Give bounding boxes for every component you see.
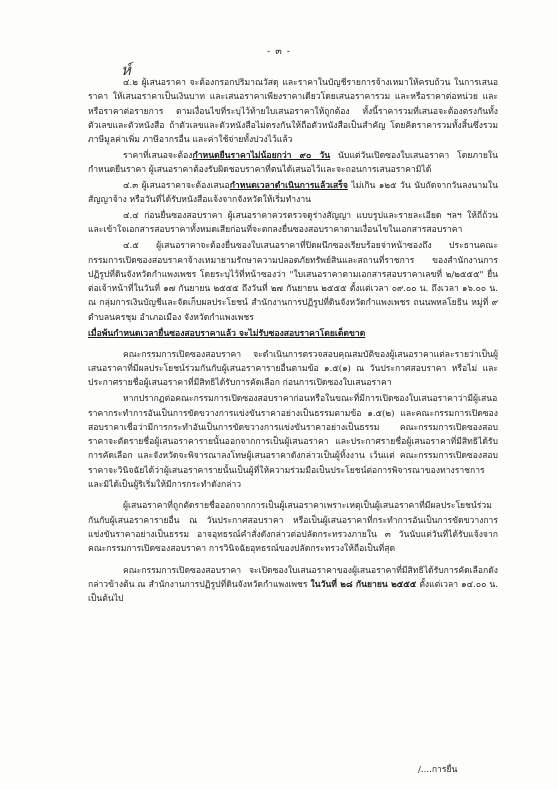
price-validity-lead: ราคาที่เสนอจะต้อง bbox=[123, 150, 193, 161]
bid-opening-rest: ตั้งแต่เวลา ๑๔.๐๐ น. เป็นต้นไป bbox=[88, 579, 498, 605]
completion-deadline: กำหนดเวลาดำเนินการแล้วเสร็จ bbox=[229, 181, 348, 192]
paragraph-bid-opening bbox=[88, 564, 498, 607]
paragraph-4-3 bbox=[88, 179, 498, 208]
paragraph-committee-check: คณะกรรมการเปิดซองสอบราคา จะดำเนินการตรวจสอบคุณสมบัติของผู้เสนอราคาแต่ละรายว่าเป็นผู้เสนอราคาที่มีผลประโยชน์ร่วมกันกับผู้เสนอราคารายอื่นตามข้อ ๑.๕(๑) ณ วันประกาศสอบราคา หรือไม่ และประกาศรายชื่อผู้เสนอราคาที่มีสิทธิได้รับการคัดเลือก ก่อนการเปิดซองใบเสนอราคา bbox=[88, 349, 498, 389]
paragraph-4-2-text: ๔.๒ ผู้เสนอราคา จะต้องกรอกปริมาณวัสดุ และราคาในบัญชีรายการจ้างเหมาให้ครบถ้วน ในการเสนอราคา ให้เสนอราคาเป็นเงินบาท และเสนอราคาเพียงราคาเดียวโดยเสนอราคารวม และหรือราคาต่อหน่วย และหรือราคาต่อรายการ ตามเงื่อนไขที่ระบุไว้ท้ายใบเสนอราคาให้ถูกต้อง ทั้งนี้ราคารวมที่เสนอจะต้องตรงกันทั้งตัวเลขและตัวหนังสือ ถ้าตัวเลขและตัวหนังสือไม่ตรงกันให้ถือตัวหนังสือเป็นสำคัญ โดยคิดราคารวมทั้งสิ้นซึ่งรวมภาษีมูลค่าเพิ่ม ภาษีอากรอื่น และค่าใช้จ่ายทั้งปวงไว้แล้ว bbox=[88, 78, 498, 146]
bid-opening-lead: คณะกรรมการเปิดซองสอบราคา จะเปิดซองใบเสนอราคาของผู้เสนอราคาที่มีสิทธิได้รับการคัดเลือกดังกล่าวข้างต้น ณ สำนักงานการปฏิรูปที่ดินจังหวัดกำแพงเพชร bbox=[88, 565, 498, 590]
paragraph-4-3-lead: ๔.๓ ผู้เสนอราคาจะต้องเสนอ bbox=[123, 181, 230, 192]
section-heading: เมื่อพ้นกำหนดเวลายื่นซองสอบราคาแล้ว จะไม่รับซองสอบราคาโดยเด็ดขาด bbox=[88, 328, 366, 339]
paragraph-4-2 bbox=[88, 76, 498, 147]
paragraph-4-3-rest: ไม่เกิน ๑๒๕ วัน นับถัดจากวันลงนามในสัญญาจ้าง หรือวันที่ได้รับหนังสือแจ้งจากจังหวัดให้เริ่มทำงาน bbox=[88, 181, 498, 206]
document-body bbox=[88, 76, 498, 608]
paragraph-committee-exclusion: หากปรากฏต่อคณะกรรมการเปิดซองสอบราคาก่อนหรือในขณะที่มีการเปิดซองใบเสนอราคาว่ามีผู้เสนอราคากระทำการอันเป็นการขัดขวางการแข่งขันราคาอย่างเป็นธรรมตามข้อ ๑.๕(๒) และคณะกรรมการเปิดซองสอบราคาเชื่อว่ามีการกระทำอันเป็นการขัดขวางการแข่งขันราคาอย่างเป็นธรรม คณะกรรมการเปิดซองสอบราคาจะตัดรายชื่อผู้เสนอราคารายนั้นออกจากการเป็นผู้เสนอราคา และประกาศรายชื่อผู้เสนอราคาที่มีสิทธิได้รับการคัดเลือก และจังหวัดจะพิจารณาลงโทษผู้เสนอราคาดังกล่าวเป็นผู้ทิ้งงาน เว้นแต่ คณะกรรมการเปิดซองสอบราคาจะวินิจฉัยได้ว่าผู้เสนอราคารายนั้นเป็นผู้ที่ให้ความร่วมมือเป็นประโยชน์ต่อการพิจารณาของทางราชการและมิได้เป็นผู้ริเริ่มให้มีการกระทำดังกล่าว bbox=[88, 394, 498, 491]
page-number: - ๓ - bbox=[267, 46, 291, 57]
bid-opening-date: ในวันที่ ๒๘ กันยายน ๒๕๕๕ bbox=[310, 579, 417, 590]
price-validity-period: กำหนดยืนราคาไม่น้อยกว่า ๙๐ วัน bbox=[192, 150, 331, 161]
continuation-note: /....การยื่น bbox=[418, 765, 458, 775]
handwritten-mark: ห์ bbox=[121, 61, 131, 79]
paragraph-4-4: ๔.๔ ก่อนยื่นซองสอบราคา ผู้เสนอราคาควรตรวจดูร่างสัญญา แบบรูปและรายละเอียด ฯลฯ ให้ถี่ถ้วนและเข้าใจเอกสารสอบราคาทั้งหมดเสียก่อนที่จะตกลงยื่นซองสอบราคาตามเงื่อนไขในเอกสารสอบราคา bbox=[88, 211, 498, 236]
paragraph-price-validity bbox=[88, 149, 498, 178]
paragraph-4-5: ๔.๕ ผู้เสนอราคาจะต้องยื่นซองใบเสนอราคาที่ปิดผนึกซองเรียบร้อยจ่าหน้าซองถึง ประธานคณะกรรมการเปิดซองสอบราคาจ้างเหมายามรักษาความปลอดภัยทรัพย์สินและสถานที่ราชการ ของสำนักงานการปฏิรูปที่ดินจังหวัดกำแพงเพชร โดยระบุไว้ที่หน้าซองว่า "ใบเสนอราคาตามเอกสารสอบราคาเลขที่ ๒/๒๕๕๕" ยื่นต่อเจ้าหน้าที่ในวันที่ ๑๗ กันยายน ๒๕๕๕ ถึงวันที่ ๒๗ กันยายน ๒๕๕๕ ตั้งแต่เวลา ๐๙.๐๐ น. ถึงเวลา ๑๖.๐๐ น. ณ กลุ่มการเงินบัญชีและจัดเก็บผลประโยชน์ สำนักงานการปฏิรูปที่ดินจังหวัดกำแพงเพชร ถนนพหลโยธิน หมู่ที่ ๙ ตำบลนครชุม อำเภอเมือง จังหวัดกำแพงเพชร bbox=[88, 241, 498, 323]
price-validity-rest: นับแต่วันเปิดซองใบเสนอราคา โดยภายในกำหนดยืนราคา ผู้เสนอราคาต้องรับผิดชอบราคาที่ตนได้เสนอไว้และจะถอนการเสนอราคามิได้ bbox=[88, 150, 498, 176]
paragraph-appeal: ผู้เสนอราคาที่ถูกตัดรายชื่อออกจากการเป็นผู้เสนอราคาเพราะเหตุเป็นผู้เสนอราคาที่มีผลประโยชน์ร่วมกันกับผู้เสนอราคารายอื่น ณ วันประกาศสอบราคา หรือเป็นผู้เสนอราคาที่กระทำการอันเป็นการขัดขวางการแข่งขันราคาอย่างเป็นธรรม อาจอุทธรณ์คำสั่งดังกล่าวต่อปลัดกระทรวงภายใน ๓ วันนับแต่วันที่ได้รับแจ้งจากคณะกรรมการเปิดซองสอบราคา การวินิจฉัยอุทธรณ์ของปลัดกระทรวงให้ถือเป็นที่สุด bbox=[88, 501, 498, 555]
